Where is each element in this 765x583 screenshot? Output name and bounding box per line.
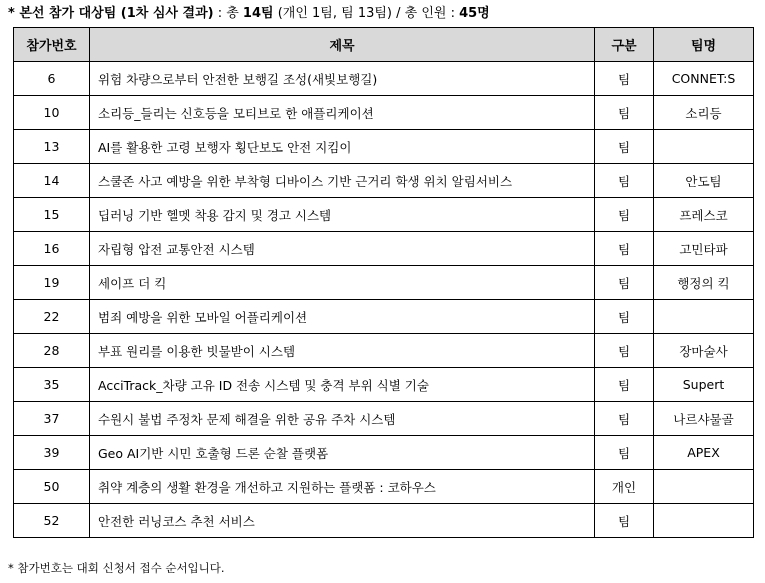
table-row <box>14 198 754 232</box>
cell-number: 16 <box>14 232 90 266</box>
cell-type: 팀 <box>595 436 654 470</box>
cell-type: 팀 <box>595 164 654 198</box>
table-row <box>14 266 754 300</box>
cell-team: Supert <box>654 368 754 402</box>
cell-title: 딥러닝 기반 헬멧 착용 감지 및 경고 시스템 <box>90 198 595 232</box>
cell-title: 취약 계층의 생활 환경을 개선하고 지원하는 플랫폼 : 코하우스 <box>90 470 595 504</box>
footnote: * 참가번호는 대회 신청서 접수 순서입니다. <box>8 561 225 575</box>
cell-team: 프레스코 <box>654 198 754 232</box>
results-table <box>13 27 754 538</box>
table-row <box>14 164 754 198</box>
cell-type: 팀 <box>595 62 654 96</box>
table-row <box>14 402 754 436</box>
cell-number: 37 <box>14 402 90 436</box>
table-row <box>14 300 754 334</box>
total-teams: 14팀 <box>242 6 274 21</box>
table-row <box>14 62 754 96</box>
cell-title: 범죄 예방을 위한 모바일 어플리케이션 <box>90 300 595 334</box>
cell-title: 위험 차량으로부터 안전한 보행길 조성(새빛보행길) <box>90 62 595 96</box>
cell-number: 13 <box>14 130 90 164</box>
total-people: 45명 <box>459 6 490 21</box>
cell-number: 19 <box>14 266 90 300</box>
cell-number: 28 <box>14 334 90 368</box>
cell-title: Geo AI기반 시민 호출형 드론 순찰 플랫폼 <box>90 436 595 470</box>
cell-number: 6 <box>14 62 90 96</box>
cell-title: 세이프 더 킥 <box>90 266 595 300</box>
cell-title: 수원시 불법 주정차 문제 해결을 위한 공유 주차 시스템 <box>90 402 595 436</box>
cell-type: 개인 <box>595 470 654 504</box>
cell-number: 50 <box>14 470 90 504</box>
cell-type: 팀 <box>595 402 654 436</box>
cell-type: 팀 <box>595 232 654 266</box>
cell-title: 부표 원리를 이용한 빗물받이 시스템 <box>90 334 595 368</box>
table-row <box>14 368 754 402</box>
cell-number: 15 <box>14 198 90 232</box>
cell-title: AcciTrack_차량 고유 ID 전송 시스템 및 충격 부위 식별 기술 <box>90 368 595 402</box>
cell-number: 10 <box>14 96 90 130</box>
col-header-title: 제목 <box>90 28 595 62</box>
cell-type: 팀 <box>595 130 654 164</box>
cell-type: 팀 <box>595 334 654 368</box>
table-row <box>14 232 754 266</box>
heading-breakdown: (개인 1팀, 팀 13팀) / 총 인원 : <box>273 6 460 21</box>
cell-team: 나르샤물골 <box>654 402 754 436</box>
cell-number: 52 <box>14 504 90 538</box>
cell-team <box>654 470 754 504</box>
cell-number: 39 <box>14 436 90 470</box>
col-header-number: 참가번호 <box>14 28 90 62</box>
cell-title: AI를 활용한 고령 보행자 횡단보도 안전 지킴이 <box>90 130 595 164</box>
table-row <box>14 130 754 164</box>
cell-team: 행정의 킥 <box>654 266 754 300</box>
cell-team: APEX <box>654 436 754 470</box>
cell-title: 자립형 압전 교통안전 시스템 <box>90 232 595 266</box>
page-heading <box>8 2 490 26</box>
cell-team <box>654 300 754 334</box>
table-row <box>14 470 754 504</box>
col-header-team: 팀명 <box>654 28 754 62</box>
table-row <box>14 436 754 470</box>
cell-team: 소리등 <box>654 96 754 130</box>
cell-type: 팀 <box>595 504 654 538</box>
heading-title: * 본선 참가 대상팀 (1차 심사 결과) <box>8 6 214 21</box>
heading-sep: : 총 <box>213 6 243 21</box>
cell-type: 팀 <box>595 96 654 130</box>
cell-team: 고민타파 <box>654 232 754 266</box>
cell-team: 장마술사 <box>654 334 754 368</box>
cell-type: 팀 <box>595 266 654 300</box>
cell-number: 35 <box>14 368 90 402</box>
cell-title: 소리등_들리는 신호등을 모티브로 한 애플리케이션 <box>90 96 595 130</box>
cell-team <box>654 130 754 164</box>
table-row <box>14 96 754 130</box>
cell-title: 안전한 러닝코스 추천 서비스 <box>90 504 595 538</box>
cell-team <box>654 504 754 538</box>
col-header-type: 구분 <box>595 28 654 62</box>
cell-title: 스쿨존 사고 예방을 위한 부착형 디바이스 기반 근거리 학생 위치 알림서비스 <box>90 164 595 198</box>
cell-type: 팀 <box>595 198 654 232</box>
cell-type: 팀 <box>595 368 654 402</box>
table-row <box>14 504 754 538</box>
header-row <box>14 28 754 62</box>
table-row <box>14 334 754 368</box>
cell-number: 14 <box>14 164 90 198</box>
cell-number: 22 <box>14 300 90 334</box>
cell-team: 안도팀 <box>654 164 754 198</box>
cell-team: CONNET:S <box>654 62 754 96</box>
cell-type: 팀 <box>595 300 654 334</box>
